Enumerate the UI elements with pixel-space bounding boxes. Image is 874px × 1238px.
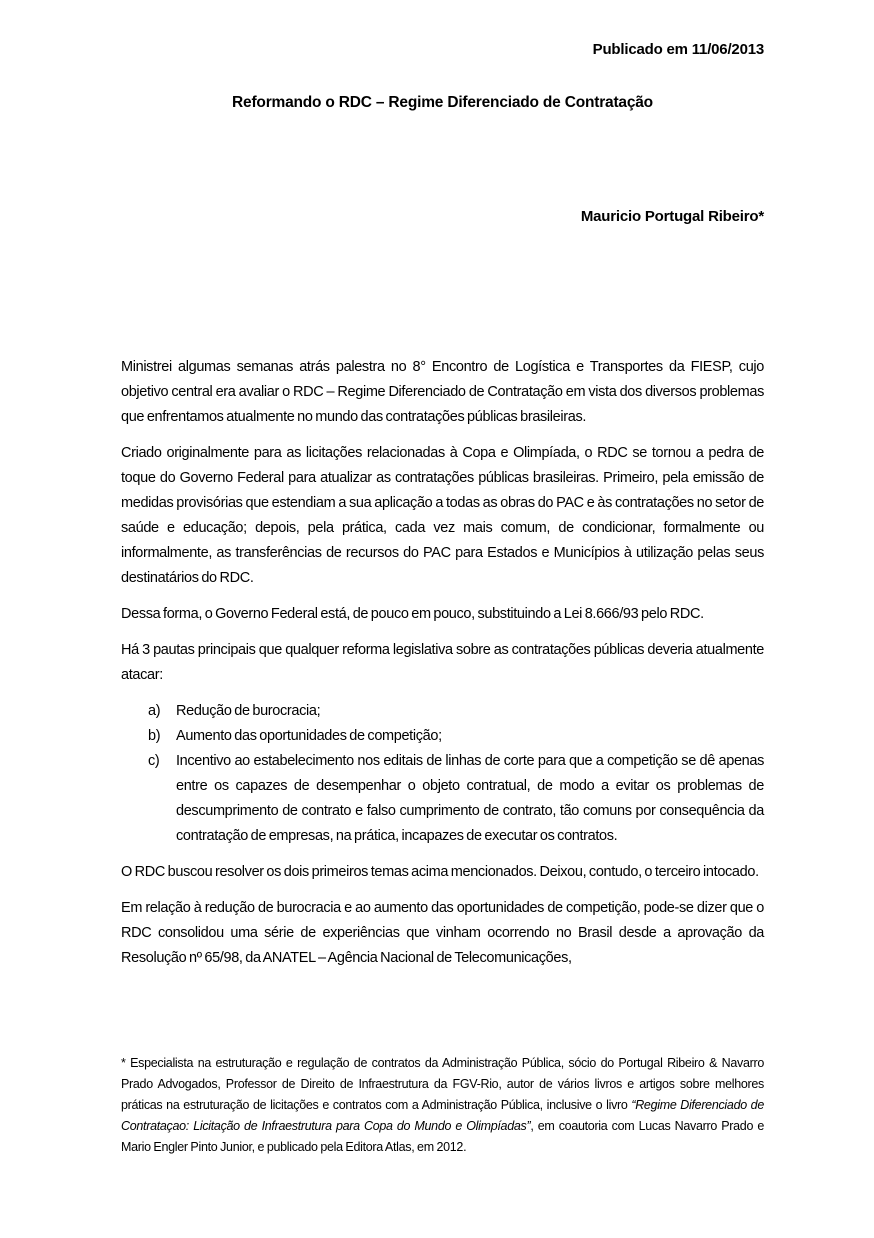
- body-paragraph-5: O RDC buscou resolver os dois primeiros temas acima mencionados. Deixou, contudo, o terceiro intocado.: [121, 864, 759, 880]
- list-item-b-text: Aumento das oportunidades de competição;: [176, 728, 442, 744]
- list-marker-a: a): [148, 703, 161, 719]
- body-paragraph-1: Ministrei algumas semanas atrás palestra no 8° Encontro de Logística e Transportes da FIESP, cujo objetivo central era avaliar o RDC – Regime Diferenciado de Contratação em vista dos diversos problemas que enfrentamos atualmente no mundo das contratações públicas brasileiras.: [121, 359, 764, 425]
- document-body: [121, 355, 764, 971]
- body-paragraph-3: Dessa forma, o Governo Federal está, de pouco em pouco, substituindo a Lei 8.666/93 pelo RDC.: [121, 606, 704, 622]
- body-paragraph-4: Há 3 pautas principais que qualquer reforma legislativa sobre as contratações públicas deveria atualmente atacar:: [121, 642, 764, 683]
- footnote-book-title: “Regime Diferenciado de Contrataçao: Licitação de Infraestrutura para Copa do Mundo e Olimpíadas”: [121, 1098, 764, 1133]
- footnote: [121, 1049, 764, 1158]
- body-paragraph-2: Criado originalmente para as licitações relacionadas à Copa e Olimpíada, o RDC se tornou a pedra de toque do Governo Federal para atualizar as contratações públicas brasileiras. Primeiro, pela emissão de medidas provisórias que estendiam a sua aplicação a todas as obras do PAC e às contratações no setor de saúde e educação; depois, pela prática, cada vez mais comum, de condicionar, formalmente ou informalmente, as transferências de recursos do PAC para Estados e Municípios à utilização pelas seus destinatários do RDC.: [121, 445, 764, 586]
- lettered-list: [121, 699, 764, 849]
- list-marker-b: b): [148, 728, 161, 744]
- list-item-a: [121, 699, 764, 724]
- footnote-text-lead: * Especialista na estruturação e regulação de contratos da Administração Pública, sócio do Portugal Ribeiro & Navarro Prado Advogados, Professor de Direito de Infraestrutura da FGV-Rio, autor de vários livros e artigos sobre melhores práticas na estruturação de licitações e contratos com a Administração Pública, inclusive o livro: [121, 1056, 764, 1112]
- footnote-text-tail: , em coautoria com Lucas Navarro Prado e Mario Engler Pinto Junior, e publicado pela Editora Atlas, em 2012.: [121, 1119, 764, 1154]
- document-title: Reformando o RDC – Regime Diferenciado de Contratação: [232, 94, 653, 111]
- body-paragraph-6: Em relação à redução de burocracia e ao aumento das oportunidades de competição, pode-se dizer que o RDC consolidou uma série de experiências que vinham ocorrendo no Brasil desde a aprovação da Resolução nº 65/98, da ANATEL – Agência Nacional de Telecomunicações,: [121, 900, 764, 966]
- list-marker-c: c): [148, 753, 160, 769]
- published-date: Publicado em 11/06/2013: [592, 41, 764, 58]
- list-item-c-text: Incentivo ao estabelecimento nos editais de linhas de corte para que a competição se dê apenas entre os capazes de desempenhar o objeto contratual, de modo a evitar os problemas de descumprimento de contrato e falso cumprimento de contrato, tão comuns por consequência da contratação de empresas, na prática, incapazes de executar os contratos.: [176, 753, 764, 844]
- list-item-c: [121, 749, 764, 849]
- list-item-a-text: Redução de burocracia;: [176, 703, 321, 719]
- author-byline: Mauricio Portugal Ribeiro*: [580, 208, 764, 225]
- list-item-b: [121, 724, 764, 749]
